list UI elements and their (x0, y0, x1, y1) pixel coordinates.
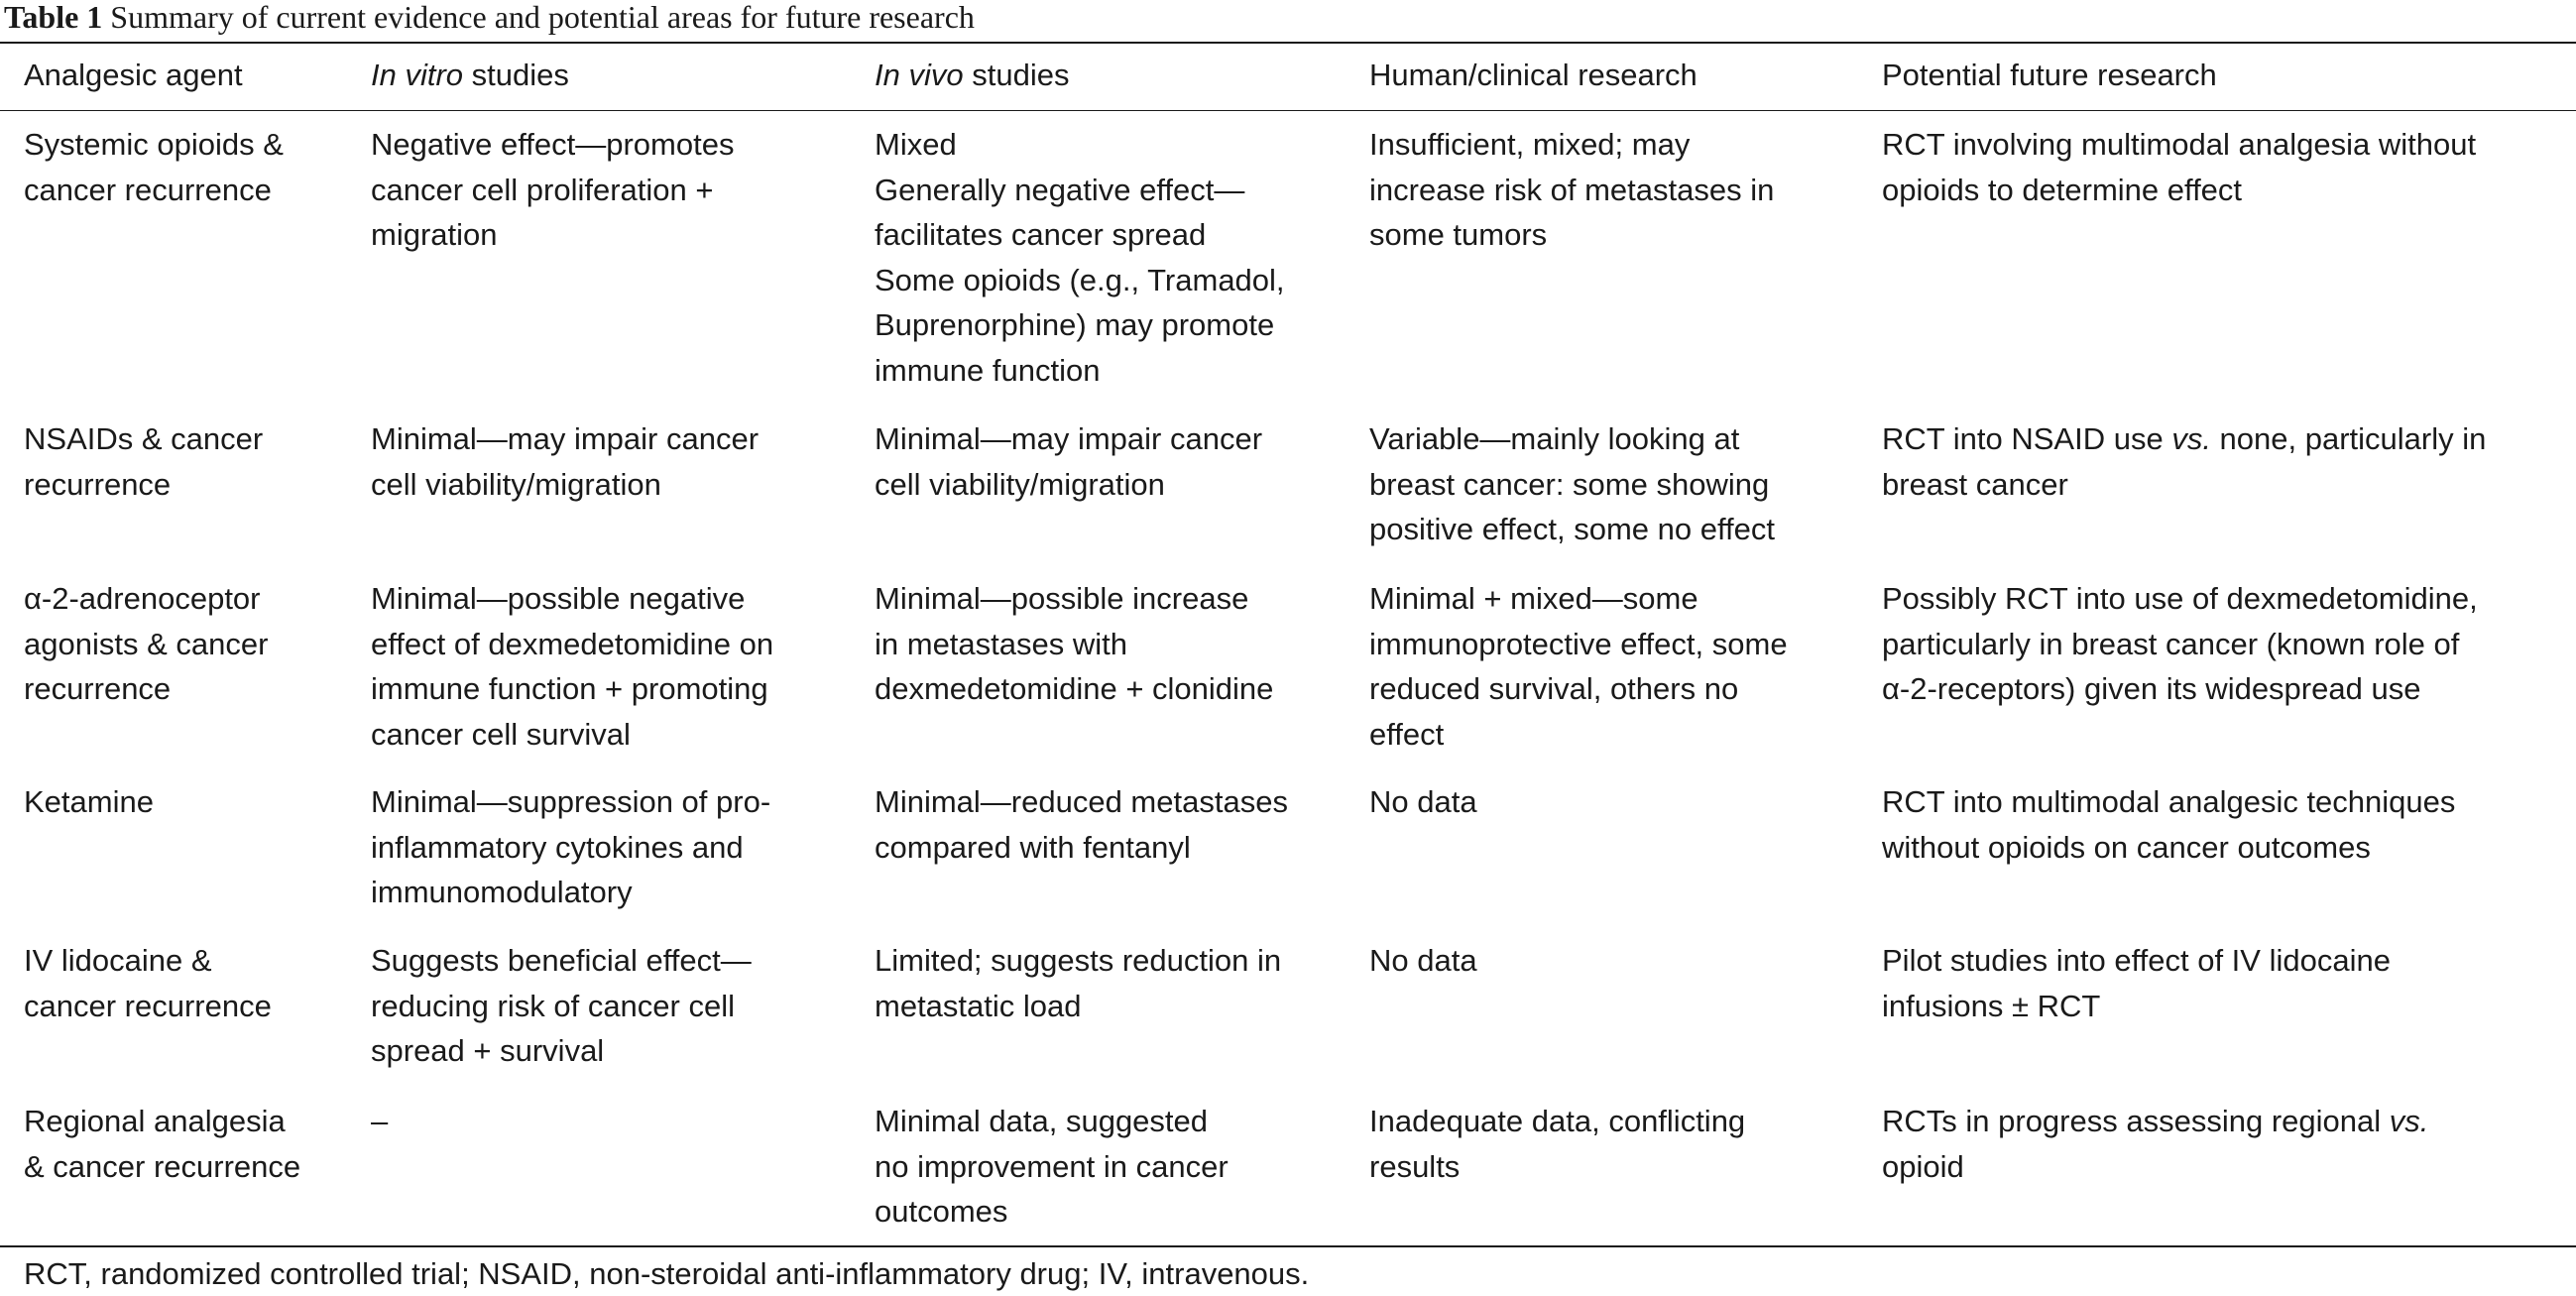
row-nsaids-in-vivo: Minimal—may impair cancer cell viability/migration (875, 421, 1263, 502)
top-rule (0, 42, 2576, 44)
bottom-rule (0, 1245, 2576, 1247)
row-alpha2-in-vitro: Minimal—possible negative effect of dexmedetomidine on immune function + promoting cancer cell survival (371, 581, 774, 752)
row-ketamine-future: RCT into multimodal analgesic techniques without opioids on cancer outcomes (1882, 784, 2456, 865)
row-lidocaine-future: Pilot studies into effect of IV lidocaine infusions ± RCT (1882, 943, 2391, 1023)
row-alpha2-human: Minimal + mixed—some immunoprotective effect, some reduced survival, others no effect (1369, 581, 1788, 752)
row-ketamine-in-vivo: Minimal—reduced metastases compared with fentanyl (875, 784, 1288, 865)
row-lidocaine-agent: IV lidocaine & cancer recurrence (24, 943, 272, 1023)
table-footnote: RCT, randomized controlled trial; NSAID, non-steroidal anti-inflammatory drug; IV, intravenous. (24, 1256, 1310, 1291)
row-lidocaine-human: No data (1369, 943, 1477, 978)
table-caption (4, 0, 975, 36)
row-nsaids-agent: NSAIDs & cancer recurrence (24, 421, 264, 502)
row-nsaids-future: RCT into NSAID use vs. none, particularly in breast cancer (1882, 421, 2487, 502)
header-analgesic-agent: Analgesic agent (24, 58, 243, 92)
row-opioids-in-vivo: Mixed Generally negative effect— facilitates cancer spread Some opioids (e.g., Tramadol, Buprenorphine) may promote immune function (875, 127, 1285, 388)
row-opioids-future: RCT involving multimodal analgesia without opioids to determine effect (1882, 127, 2477, 207)
row-ketamine-agent: Ketamine (24, 784, 154, 819)
row-ketamine-human: No data (1369, 784, 1477, 819)
row-alpha2-in-vivo: Minimal—possible increase in metastases with dexmedetomidine + clonidine (875, 581, 1274, 706)
row-lidocaine-in-vivo: Limited; suggests reduction in metastatic load (875, 943, 1282, 1023)
header-human-clinical: Human/clinical research (1369, 58, 1698, 92)
header-in-vivo: In vivo studies (875, 58, 1070, 92)
row-regional-in-vitro: – (371, 1104, 389, 1138)
row-alpha2-agent: α-2-adrenoceptor agonists & cancer recurrence (24, 581, 269, 706)
caption-label: Table 1 (4, 0, 103, 35)
row-regional-in-vivo: Minimal data, suggested no improvement in cancer outcomes (875, 1104, 1229, 1229)
row-alpha2-future: Possibly RCT into use of dexmedetomidine, particularly in breast cancer (known role of α-2-receptors) given its widespread use (1882, 581, 2478, 706)
row-opioids-human: Insufficient, mixed; may increase risk of metastases in some tumors (1369, 127, 1775, 252)
caption-text: Summary of current evidence and potential areas for future research (110, 0, 975, 35)
row-lidocaine-in-vitro: Suggests beneficial effect— reducing risk of cancer cell spread + survival (371, 943, 752, 1068)
row-opioids-agent: Systemic opioids & cancer recurrence (24, 127, 284, 207)
row-opioids-in-vitro: Negative effect—promotes cancer cell proliferation + migration (371, 127, 735, 252)
row-nsaids-in-vitro: Minimal—may impair cancer cell viability/migration (371, 421, 760, 502)
header-rule (0, 110, 2576, 111)
row-regional-agent: Regional analgesia & cancer recurrence (24, 1104, 301, 1184)
row-ketamine-in-vitro: Minimal—suppression of pro- inflammatory cytokines and immunomodulatory (371, 784, 771, 909)
row-regional-future: RCTs in progress assessing regional vs. opioid (1882, 1104, 2429, 1184)
header-in-vitro: In vitro studies (371, 58, 569, 92)
header-future-research: Potential future research (1882, 58, 2217, 92)
row-nsaids-human: Variable—mainly looking at breast cancer: some showing positive effect, some no effect (1369, 421, 1775, 546)
row-regional-human: Inadequate data, conflicting results (1369, 1104, 1746, 1184)
